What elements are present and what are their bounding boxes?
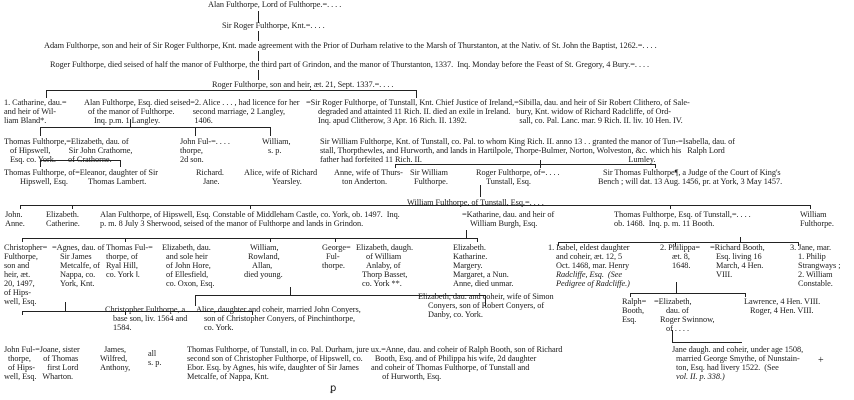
descent-line bbox=[65, 302, 66, 311]
descent-line bbox=[740, 237, 741, 242]
descent-line bbox=[335, 238, 336, 242]
person-alan-lord: Alan Fulthorpe, Lord of Fulthorpe.=. . . . bbox=[208, 0, 342, 9]
person-roger-1337: Roger Fulthorpe, died seised of half the manor of Fulthorpe, the third part of Grindon, and the manor of Thurstanton, 1337. Inq. Monday before the Feast of St. Gregory, 4 Bury.=. . . . bbox=[50, 60, 650, 69]
descent-line bbox=[810, 205, 811, 209]
descent-line bbox=[250, 205, 251, 209]
descent-line bbox=[125, 238, 126, 242]
descent-line bbox=[258, 70, 259, 80]
descent-line bbox=[270, 238, 271, 242]
descent-line bbox=[20, 205, 21, 209]
descent-line bbox=[466, 230, 467, 238]
person-sir-roger-knt: Sir Roger Fulthorpe, Knt.=. . . . bbox=[222, 21, 325, 30]
sibling-line bbox=[22, 238, 477, 239]
descent-line bbox=[258, 31, 259, 41]
person-adam: Adam Fulthorpe, son and heir of Sir Roger Fulthorpe, Knt. made agreement with the Prior of Durham relative to the Marsh of Thurstanton, at the Nativ. of St. John the Baptist, 1262.=. . . . bbox=[44, 41, 657, 50]
sibling-line bbox=[672, 342, 742, 343]
descent-line bbox=[40, 127, 41, 136]
symbol-mark: ꝑ bbox=[330, 383, 337, 394]
descent-line bbox=[676, 282, 677, 293]
person-roger-son-heir: Roger Fulthorpe, son and heir, æt. 21, Sept. 1337.=. . . . bbox=[212, 80, 394, 89]
descent-line bbox=[480, 185, 481, 197]
descent-line bbox=[477, 238, 478, 242]
descent-line bbox=[72, 205, 73, 209]
descent-line bbox=[416, 90, 417, 98]
descent-line bbox=[46, 90, 47, 98]
descent-line bbox=[22, 311, 23, 315]
descent-line bbox=[670, 205, 671, 209]
symbol-cross: + bbox=[818, 355, 824, 366]
sibling-line bbox=[40, 127, 270, 128]
descent-line bbox=[120, 160, 121, 167]
sibling-line bbox=[630, 293, 745, 294]
person-william-tunstall: William Fulthorpe, of Tunstall, Esq.=. . . . bbox=[407, 198, 544, 207]
descent-line bbox=[290, 287, 291, 295]
descent-line bbox=[195, 127, 196, 136]
pedigree-chart: Alan Fulthorpe, Lord of Fulthorpe.=. . . . Sir Roger Fulthorpe, Knt.=. . . . Adam Fulthorpe, son and heir of Sir Roger Fulthorpe, Knt. made agreement with the Prior of Durham relative to the Marsh of Thurstanton, at the Nativ. of St. John the Baptist, 1262.=. . . . Roger Fulthorpe, died seised of half the manor of Fulthorpe, the third part of Grindon, and the manor of Thurstanton, 1337. Inq. Monday before the Feast of St. Gregory, 4 Bury.=. . . . Roger Fulthorpe, son and heir, æt. 21, Sept. 1337.=. . . . 1. Catharine, dau.= and heir of Wil- liam Bland*. Alan Fulthorpe, Esq. died seised=2. Alice . . . , had licence for her of the manor of Fulthorpe. second marriage, 2 Langley, Inq. p.m. 1 Langley. 1406. =Sir Roger Fulthorpe, of Tunstall, Knt. Chief Justice of Ireland,=Sibilla, dau. and heir of Sir Robert Clithero, of Sale- degraded and attainted 11 Rich. II. died an exile in Ireland. bury, Knt. widow of Richard Radcliffe, of Ord- Inq. apud Clitherow, 3 Apr. 16 Rich. II. 1392. sall, co. Pal. Lanc. mar. 9 Rich. II. liv. 10 Hen. IV. Thomas Fulthorpe,=Elizabeth, dau. of of Hipswell, Sir John Crathorne, Esq. co. York. of Crathorne. John Ful-=. . . . thorpe, 2d son. William, s. p. Sir William Fulthorpe, Knt. of Tunstall, co. Pal. to whom King Rich. II. anno 13 . . granted the manor of Tun-=Isabella, dau. of stall, Thorpthewles, and Hurworth, and lands in Hartilpole, Thorpe-Bulmer, Norton, Wolveston, &c. which his Ralph Lord father had forfeited 11 Rich. II. Lumley. Thomas Fulthorpe, of=Eleanor, daughter of Sir Hipswell, Esq. Thomas Lambert. Richard. Jane. Alice, wife of Richard Yearsley. Anne, wife of Thurs- ton Anderton. Sir William Fulthorpe. Roger Fulthorpe, of=. . . . Tunstall, Esq. Sir Thomas Fulthorpe¶, a Judge of the Court of King's Bench ; will dat. 13 Aug. 1456, pr. at York, 3 May 1457. William Fulthorpe, of Tunstall, Esq.=. . . . John. Anne. Elizabeth. Catherine. Alan Fulthorpe, of Hipswell, Esq. Constable of Middleham Castle, co. York, ob. 1497. Inq. p. m. 8 July 3 Sherwood, seised of the manor of Fulthorpe and lands in Grindon. =Katharine, dau. and heir of William Burgh, Esq. Thomas Fulthorpe, Esq. of Tunstall,=. . . . ob. 1468. Inq. p. m. 11 Booth. William Fulthorpe. Christopher= Fulthorpe, son and heir, æt. 20, 1497, of Hips- well, Esq. =Agnes, dau. of Sir James Metcalfe, of Nappa, co. York, Knt. Thomas Ful-= thorpe, of Ryal Hill, co. York ‖. Elizabeth, dau. and sole heir of John Hore, of Ellesfield, co. Oxon, Esq. William, Rowland, Allan, died young. George= Ful- thorpe. Elizabeth, daugh. of William Anlaby, of Thorp Basset, co. York **. Elizabeth. Katharine. Margery. Margaret, a Nun. Anne, died unmar. 1. Isabel, eldest daughter and coheir, æt. 12, 5 Oct. 1468, mar. Henry Radcliffe, Esq. (See Pedigree of Radcliffe.) 2. Philippa= æt. 8, 1648. =Richard Booth, Esq. living 16 March, 4 Hen. VIII. 3. Jane, mar. 1. Philip Strangways ; 2. William Constable. Christopher Fulthorpe, a base son, liv. 1564 and 1584. Alice, daughter and coheir, married John Conyers, son of Christopher Conyers, of Pinchinthorpe, co. York. Elizabeth, dau. and coheir, wife of Simon Conyers, son of Robert Conyers, of Danby, co. York. Ralph= Booth, Esq. =Elizabeth, dau. of Roger Swinnow, of . . . . Lawrence, 4 Hen. VIII. Roger, 4 Hen. VIII. John Ful-=Joane, sister thorpe, of Thomas of Hips- first Lord well, Esq. Wharton. James, Wilfred, Anthony, all s. p. Thomas Fulthorpe, of Tunstall, in co. Pal. Durham, jure ux.=Anne, dau. and coheir of Ralph Booth, son of Richard second son of Christopher Fulthorpe, of Hipswell, co. Booth, Esq. and of Philippa his wife, 2d daughter Ebor. Esq. by Agnes, his wife, daughter of Sir James and coheir of Thomas Fulthorpe, of Tunstall and Metcalfe, of Nappa, Knt. of Hurworth, Esq. Jane daugh. and coheir, under age 1508, married George Smythe, of Nunstain- ton, Esq. had livery 1522. (See vol. II. p. 338.) ꝑ + bbox=[4, 0, 841, 394]
descent-line bbox=[270, 127, 271, 136]
descent-line bbox=[22, 238, 23, 242]
sibling-line bbox=[46, 90, 416, 91]
